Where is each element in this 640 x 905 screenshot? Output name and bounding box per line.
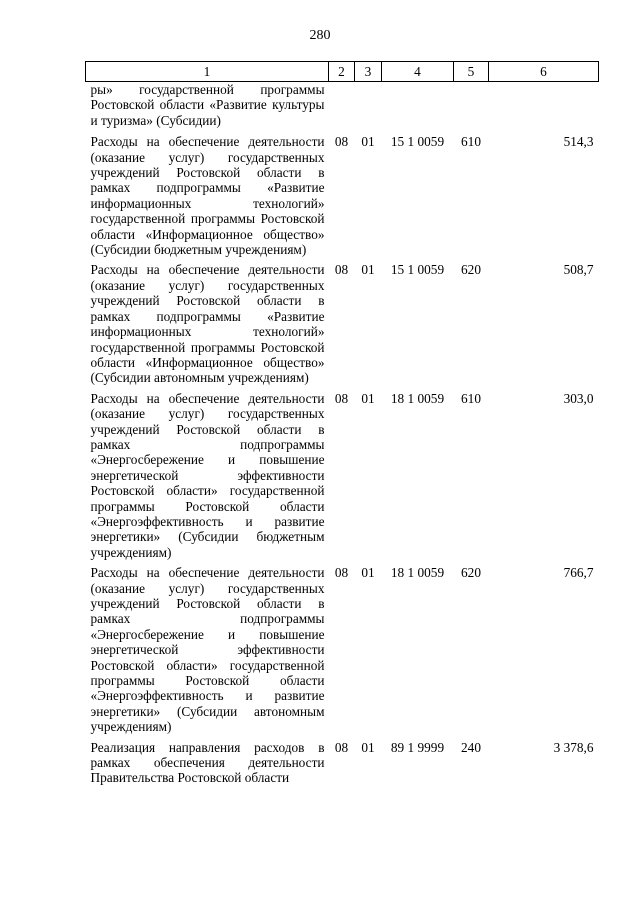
column-header-4: 4: [382, 62, 454, 82]
row-description: Расходы на обеспечение деятельности (оказание услуг) государственных учреждений Ростовской области в рамках подпрограммы «Развитие информационных технологий» государственной программы Ростовской области «Информационное общество» (Субсидии бюджетным учреждениям): [90, 134, 325, 258]
row-description: Расходы на обеспечение деятельности (оказание услуг) государственных учреждений Ростовской области в рамках подпрограммы «Развитие информационных технологий» государственной программы Ростовской области «Информационное общество» (Субсидии автономным учреждениям): [90, 262, 325, 386]
row-description: Расходы на обеспечение деятельности (оказание услуг) государственных учреждений Ростовской области в рамках подпрограммы «Энергосбережение и повышение энергетической эффективности Ростовской области» государственной программы Ростовской области «Энергоэффективность и развитие энергетики» (Субсидии автономным учреждениям): [90, 565, 325, 735]
row-subsection: 01: [361, 565, 375, 581]
row-subsection: 01: [361, 739, 375, 755]
column-header-2: 2: [329, 62, 355, 82]
row-subsection: 01: [361, 262, 375, 278]
budget-table: [85, 61, 599, 790]
table-row: [86, 564, 599, 738]
column-header-5: 5: [454, 62, 489, 82]
page-number: 280: [309, 28, 331, 43]
row-amount: 766,7: [563, 565, 594, 581]
row-target-article: 18 1 0059: [390, 390, 445, 406]
column-header-3: 3: [355, 62, 382, 82]
row-amount: 508,7: [563, 262, 594, 278]
row-expense-type: 610: [461, 134, 481, 150]
table-header: [86, 62, 599, 82]
row-target-article: 89 1 9999: [390, 739, 445, 755]
column-header-6: 6: [489, 62, 599, 82]
table-row: [86, 133, 599, 261]
row-expense-type: 620: [461, 262, 481, 278]
row-subsection: 01: [361, 390, 375, 406]
header-row: [86, 62, 599, 82]
table-body: [86, 82, 599, 790]
row-target-article: 15 1 0059: [390, 134, 445, 150]
row-description: Расходы на обеспечение деятельности (оказание услуг) государственных учреждений Ростовской области в рамках подпрограммы «Энергосбережение и повышение энергетической эффективности Ростовской области» государственной программы Ростовской области «Энергоэффективность и развитие энергетики» (Субсидии бюджетным учреждениям): [90, 390, 325, 560]
row-amount: 3 378,6: [553, 739, 594, 755]
table-row: [86, 390, 599, 564]
row-target-article: 15 1 0059: [390, 262, 445, 278]
row-amount: 303,0: [563, 390, 594, 406]
row-expense-type: 610: [461, 390, 481, 406]
row-expense-type: 620: [461, 565, 481, 581]
continuation-row: [86, 82, 599, 134]
row-section: 08: [334, 390, 349, 406]
table-row: [86, 739, 599, 790]
column-header-1: 1: [86, 62, 329, 82]
table-row: [86, 261, 599, 389]
row-section: 08: [334, 262, 349, 278]
row-section: 08: [334, 739, 349, 755]
row-section: 08: [334, 134, 349, 150]
row-amount: 514,3: [563, 134, 594, 150]
row-subsection: 01: [361, 134, 375, 150]
row-description: Реализация направления расходов в рамках обеспечения деятельности Правительства Ростовской области: [90, 739, 325, 786]
row-expense-type: 240: [461, 739, 481, 755]
continuation-text: ры» государственной программы Ростовской области «Развитие культуры и туризма» (Субсидии): [90, 82, 325, 128]
row-target-article: 18 1 0059: [390, 565, 445, 581]
row-section: 08: [334, 565, 349, 581]
